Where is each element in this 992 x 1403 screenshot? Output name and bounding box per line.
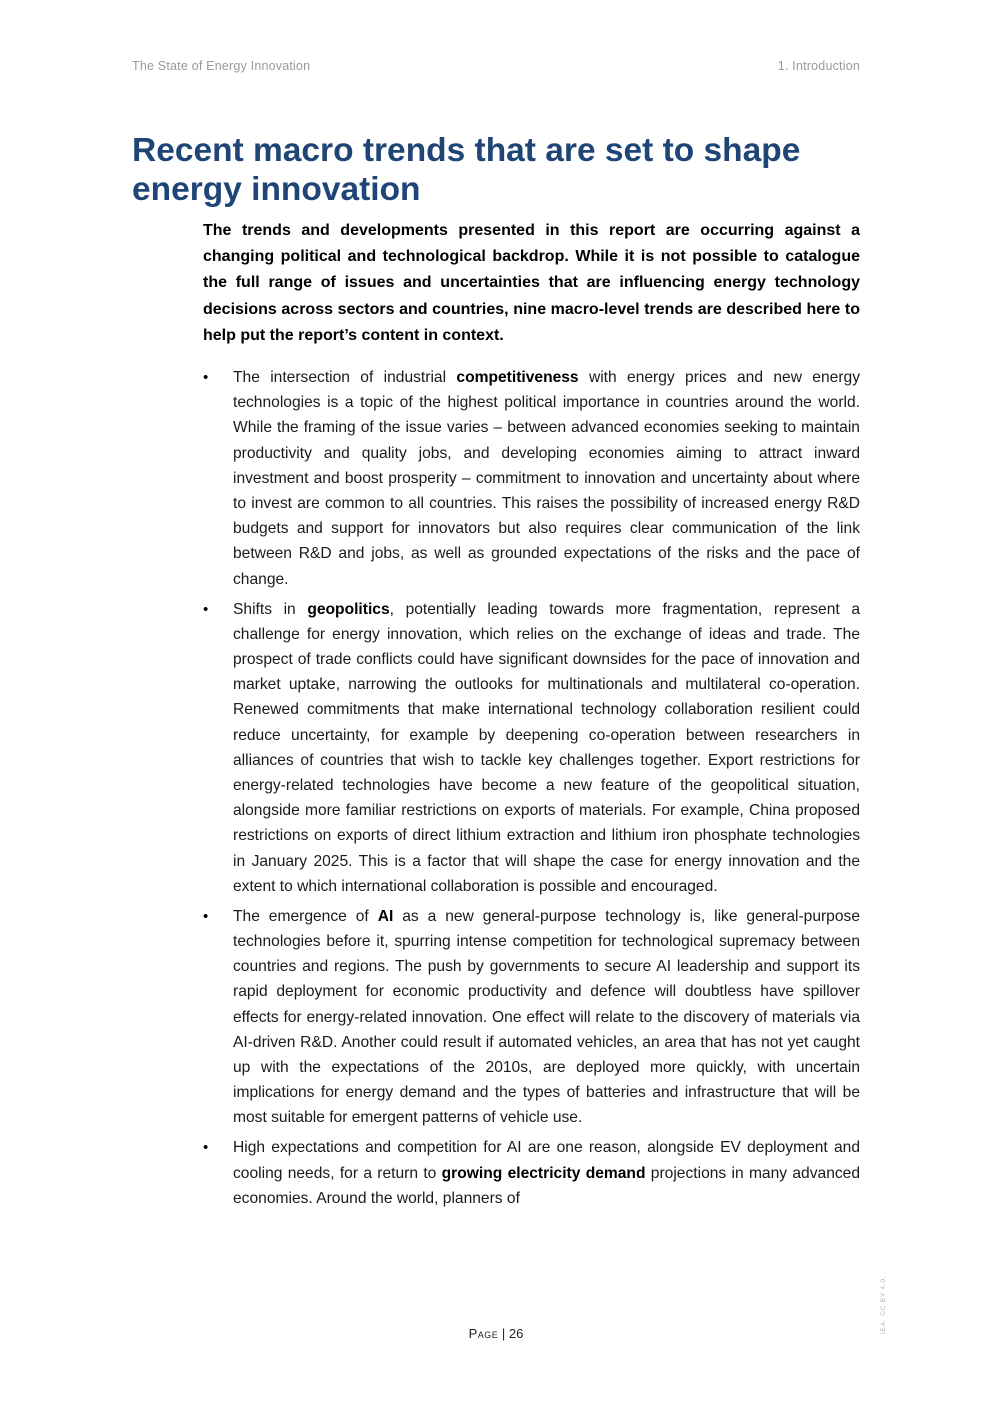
- list-item-text-before: High expectations and competition for AI are one reason, alongside EV deployment and cooling needs, for a return to: [233, 1139, 860, 1182]
- license-note: IEA. CC BY 4.0.: [880, 1275, 887, 1334]
- bullet-dot-icon: •: [203, 1139, 209, 1157]
- list-item-text-after: with energy prices and new energy technologies is a topic of the highest political importance in countries around the world. While the framing of the issue varies – between advanced economies seeking to maintain productivity and quality jobs, and developing economies aiming to attract inward investment and boost prosperity – commitment to innovation and uncertainty about where to invest are common to all countries. This raises the possibility of increased energy R&D budgets and support for innovators but also requires clear communication of the link between R&D and jobs, as well as grounded expectations of the risks and the pace of change.: [233, 369, 860, 588]
- bullet-dot-icon: •: [203, 907, 209, 925]
- list-item-keyword: geopolitics: [307, 600, 390, 618]
- list-item: [203, 1135, 860, 1211]
- bullet-dot-icon: •: [203, 600, 209, 618]
- list-item-keyword: AI: [377, 907, 394, 925]
- running-header-chapter: 1. Introduction: [777, 59, 860, 73]
- intro-paragraph: The trends and developments presented in this report are occurring against a changing political and technological backdrop. While it is not possible to catalogue the full range of issues and uncertainties that are influencing energy technology decisions across sectors and countries, nine macro-level trends are described here to help put the report’s content in context.: [203, 222, 860, 344]
- running-header: [132, 59, 860, 73]
- list-item: [203, 904, 860, 1131]
- list-item-keyword: competitiveness: [456, 369, 579, 386]
- page-separator: |: [498, 1326, 509, 1341]
- list-item: [203, 365, 860, 592]
- list-item-text-after: , potentially leading towards more fragmentation, represent a challenge for energy innovation, which relies on the exchange of ideas and trade. The prospect of trade conflicts could have significant downsides for the pace of innovation and market uptake, narrowing the outlooks for multinationals and multilateral co-operation. Renewed commitments that make international technology collaboration resilient could reduce uncertainty, for example by deepening co-operation between researchers in alliances of countries that wish to tackle key challenges together. Export restrictions for energy-related technologies have become a new feature of the geopolitical situation, alongside more familiar restrictions on exports of materials. For example, China proposed restrictions on exports of direct lithium extraction and lithium iron phosphate technologies in January 2025. This is a factor that will shape the case for energy innovation and the extent to which international collaboration is possible and encouraged.: [233, 600, 860, 895]
- page-label: Page: [468, 1326, 499, 1341]
- trend-list: [203, 365, 860, 1216]
- list-item-text-before: The emergence of: [233, 907, 378, 925]
- list-item-keyword: growing electricity demand: [441, 1164, 646, 1182]
- page-number: 26: [508, 1326, 524, 1341]
- running-header-report-title: The State of Energy Innovation: [132, 59, 311, 73]
- section-title: Recent macro trends that are set to shape energy innovation: [132, 132, 801, 208]
- list-item-text-before: Shifts in: [233, 600, 308, 618]
- page-footer: [0, 1326, 992, 1341]
- list-item-text-before: The intersection of industrial: [233, 369, 457, 386]
- list-item-text-after: projections in many advanced economies. Around the world, planners of: [233, 1164, 861, 1207]
- list-item-text-after: as a new general-purpose technology is, like general-purpose technologies before it, spurring intense competition for technological supremacy between countries and regions. The push by governments to secure AI leadership and support its rapid deployment for economic productivity and defence will doubtless have spillover effects for energy-related innovation. One effect will relate to the discovery of materials via AI-driven R&D. Another could result if automated vehicles, an area that has not yet caught up with the expectations of the 2010s, are deployed more quickly, with uncertain implications for energy demand and the types of batteries and infrastructure that will be most suitable for emergent patterns of vehicle use.: [233, 907, 860, 1127]
- bullet-dot-icon: •: [203, 369, 209, 386]
- list-item: [203, 597, 860, 899]
